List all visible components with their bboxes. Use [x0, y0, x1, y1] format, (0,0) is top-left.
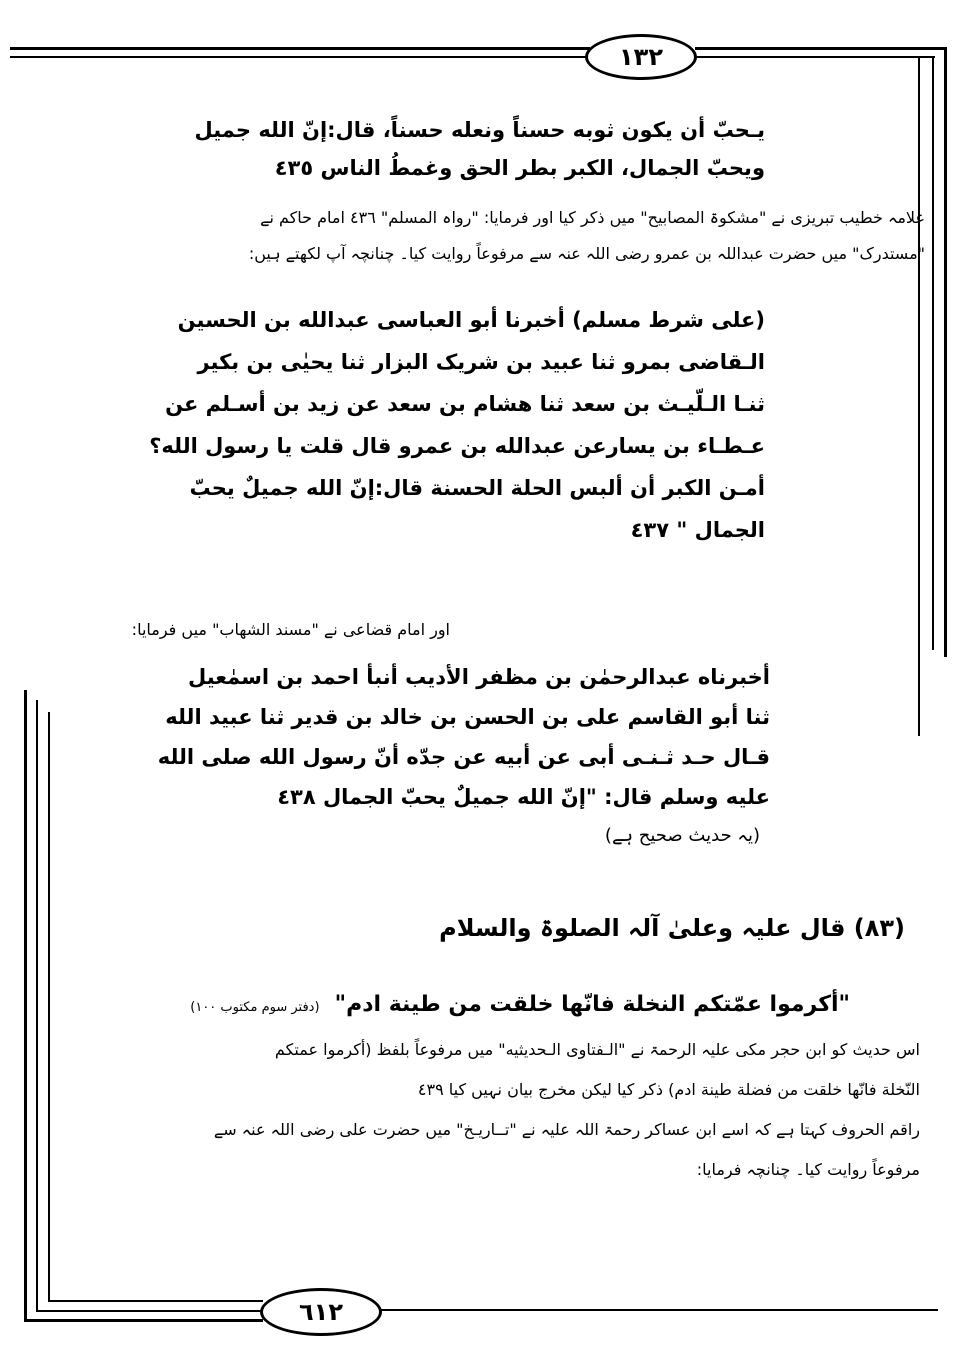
- arabic-line: (على شرط مسلم) أخبرنا أبو العباسى عبدالله بن الحسين: [177, 308, 765, 332]
- arabic-line: أمـن الكبر أن ألبس الحلة الحسنة قال:إنّ الله جميلٌ يحبّ: [189, 476, 765, 500]
- arabic-line: الـقاضى بمرو ثنا عبيد بن شريک البزار ثنا يحيٰى بن بكير: [197, 350, 765, 374]
- arabic-line: عليه وسلم قال: "إنّ الله جميلٌ يحبّ الجمال ٤٣٨: [277, 785, 770, 809]
- hadith-line: [90, 992, 850, 1018]
- frame-top-line-inner: [10, 56, 590, 58]
- frame-right-line-mid: [932, 56, 934, 650]
- arabic-block-3: [157, 665, 770, 861]
- arabic-block-2: [149, 308, 765, 560]
- urdu-line: اور امام قضاعی نے "مسند الشهاب" میں فرمایا:: [131, 620, 450, 639]
- frame-right-line-inner: [918, 56, 920, 736]
- section-heading: [305, 914, 905, 942]
- arabic-line: يـحبّ أن يكون ثوبه حسناً ونعله حسناً، قال:إنّ الله جميل: [194, 118, 765, 142]
- frame-bottom-right-line: [378, 1309, 938, 1311]
- arabic-line: أخبرناه عبدالرحمٰن بن مظفر الأديب أنبأ احمد بن اسمٰعيل: [187, 665, 770, 689]
- urdu-paragraph-3: [60, 1040, 920, 1200]
- frame-left-line-inner: [48, 712, 50, 1302]
- frame-bottom-line-mid: [36, 1310, 263, 1312]
- arabic-line: ثنـا الـلّيـث بن سعد ثنا هشام بن سعد عن زيد بن أسـلم عن: [165, 392, 765, 416]
- urdu-line: اس حدیث کو ابن حجر مکی علیہ الرحمۃ نے "الـفتاوى الـحديثيه" میں مرفوعاً بلفظ (أكرموا عمتكم: [274, 1040, 920, 1059]
- frame-left-line-outer: [24, 690, 27, 1320]
- frame-right-line-outer: [944, 47, 947, 657]
- frame-top-line-outer: [10, 47, 590, 50]
- arabic-line: ويحبّ الجمال، الكبر بطر الحق وغمطُ الناس ٤٣٥: [274, 156, 765, 180]
- urdu-line: مرفوعاً روایت کیا۔ چنانچہ فرمایا:: [696, 1160, 920, 1179]
- arabic-line: ثنا أبو القاسم على بن الحسن بن خالد بن قدير ثنا عبيد الله: [165, 705, 770, 729]
- frame-top-right-line-inner: [695, 56, 935, 58]
- arabic-line: قـال حـد ثـنـى أبى عن أبيه عن جدّه أنّ رسول الله صلى الله: [157, 745, 770, 769]
- frame-bottom-line-inner: [48, 1300, 263, 1302]
- frame-top-right-line-outer: [695, 47, 947, 50]
- bottom-page-number-text: ٦١٢: [299, 1298, 343, 1326]
- arabic-block-1: [165, 118, 765, 194]
- urdu-paragraph-1: [45, 208, 925, 280]
- section-heading-text: (٨٣) قال علیہ وعلیٰ آلہ الصلوۃ والسلام: [439, 914, 905, 942]
- urdu-paragraph-2: [70, 620, 450, 656]
- arabic-line: الجمال " ٤٣٧: [630, 518, 765, 542]
- urdu-line-sahih: (یہ حدیث صحیح ہے): [604, 825, 760, 846]
- urdu-line: النّخلة فانّها خلقت من فضلة طينة ادم) ذکر کیا لیکن مخرج بیان نہیں کیا ٤٣٩: [417, 1080, 920, 1099]
- arabic-line: عـطـاء بن يسارعن عبدالله بن عمرو قال قلت يا رسول الله؟: [149, 434, 765, 458]
- frame-bottom-line-outer: [24, 1319, 263, 1322]
- hadith-reference: (دفتر سوم مکتوب ١٠٠): [190, 1000, 320, 1015]
- bottom-page-number: [260, 1288, 382, 1336]
- urdu-line: "مستدرک" میں حضرت عبداللہ بن عمرو رضی اللہ عنہ سے مرفوعاً روایت کیا۔ چنانچہ آپ لکھتے ہیں:: [248, 244, 925, 263]
- top-page-number-text: ١٣٢: [619, 43, 663, 71]
- hadith-text: "أكرموا عمّتكم النخلة فانّها خلقت من طينة ادم": [334, 992, 850, 1017]
- frame-left-line-mid: [36, 700, 38, 1310]
- urdu-line: راقم الحروف کہتا ہے کہ اسے ابن عساکر رحمۃ اللہ علیہ نے "تــاريـخ" میں حضرت علی رضی اللہ عنہ سے: [213, 1120, 920, 1139]
- top-page-number: [585, 34, 697, 80]
- urdu-line: علامہ خطیب تبریزی نے "مشکوۃ المصابیح" میں ذکر کیا اور فرمایا: "رواہ المسلم" ٤٣٦ امام حاکم نے: [260, 208, 925, 227]
